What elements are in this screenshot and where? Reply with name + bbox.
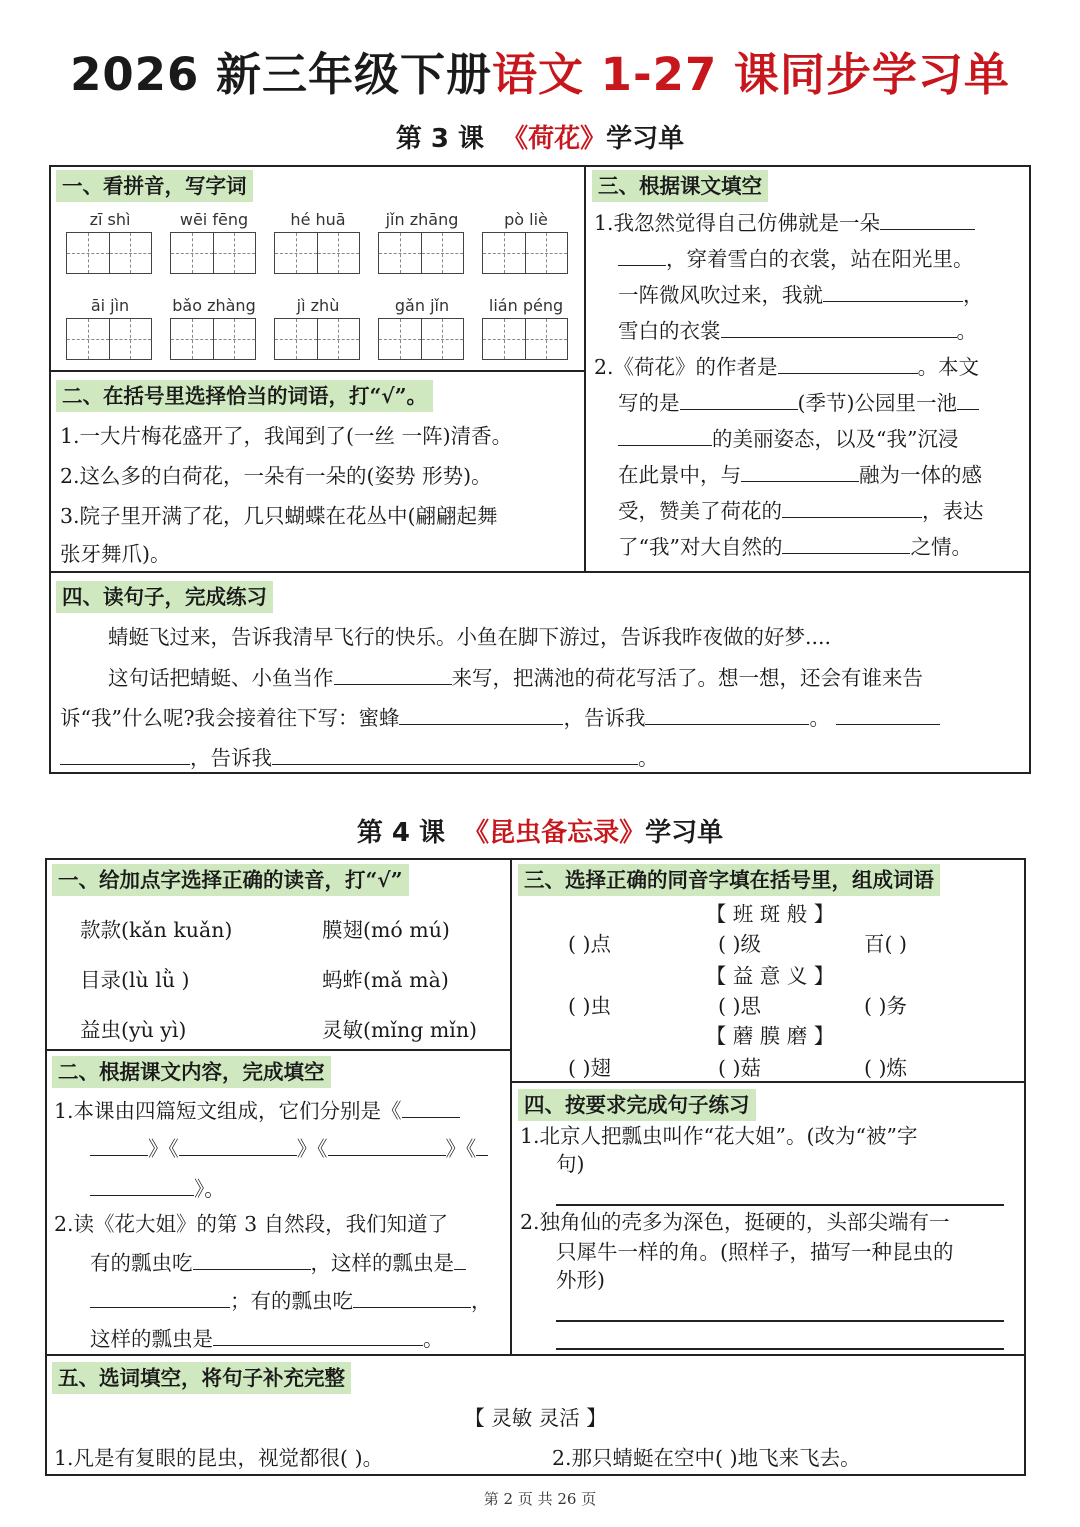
writing-grid[interactable] (378, 232, 464, 274)
l4-sec4-q2: 外形) (556, 1268, 605, 1292)
writing-grid[interactable] (274, 318, 360, 360)
pinyin-box (378, 208, 466, 274)
l4-sec5-q2: 2.那只蜻蜓在空中( )地飞来飞去。 (552, 1446, 861, 1470)
writing-grid[interactable] (378, 318, 464, 360)
answer-blank[interactable] (680, 388, 798, 410)
lesson3-prefix: 第 3 课 (395, 124, 485, 154)
lesson3-title (0, 118, 1080, 155)
answer-blank[interactable] (90, 1174, 194, 1196)
answer-blank[interactable] (645, 703, 809, 725)
l3-sec3-line: 1.我忽然觉得自己仿佛就是一朵 (594, 208, 975, 237)
writing-grid[interactable] (170, 232, 256, 274)
main-title (0, 38, 1080, 103)
reading-choice[interactable]: 蚂蚱(mǎ mà) (322, 968, 449, 992)
pinyin-label: lián péng (488, 296, 564, 315)
reading-choice[interactable]: 款款(kǎn kuǎn) (80, 918, 233, 942)
lesson3-name: 《荷花》 (502, 124, 607, 154)
pinyin-box (170, 208, 258, 274)
answer-line[interactable] (556, 1204, 1004, 1206)
answer-blank[interactable] (353, 1286, 471, 1308)
l3-sec4-line: ，告诉我 。 (60, 743, 659, 772)
main-title-black: 2026 新三年级下册 (70, 48, 492, 101)
l3-sec4-line: 诉“我”什么呢?我会接着往下写：蜜蜂 ，告诉我 。 (60, 703, 940, 732)
page-number: 第 2 页 共 26 页 (483, 1490, 597, 1508)
l3-sec4-title: 四、读句子，完成练习 (56, 581, 273, 613)
lesson3-vdivider (584, 165, 586, 572)
pinyin-label: pò liè (504, 210, 548, 229)
answer-blank[interactable] (193, 1248, 311, 1270)
fill-bracket[interactable]: ( )翅 (568, 1056, 612, 1080)
answer-blank[interactable] (272, 743, 638, 765)
answer-blank[interactable] (402, 1096, 460, 1118)
reading-choice[interactable]: 灵敏(mǐng mǐn) (322, 1018, 478, 1042)
l4-sec3-title: 三、选择正确的同音字填在括号里，组成词语 (518, 864, 940, 896)
answer-blank[interactable] (179, 1134, 297, 1156)
l4-sec4-q1: 1.北京人把瓢虫叫作“花大姐”。(改为“被”字 (520, 1124, 918, 1148)
pinyin-label: bǎo zhàng (172, 296, 256, 315)
fill-bracket[interactable]: ( )炼 (864, 1056, 908, 1080)
l3-sec3-line: 在此景中，与 融为一体的感 (618, 460, 982, 489)
l4-sec1-title: 一、给加点字选择正确的读音，打“√” (52, 864, 409, 896)
l4-sec2-line: 1.本课由四篇短文组成，它们分别是《 (54, 1096, 460, 1125)
lesson4-vdivider (510, 858, 512, 1356)
answer-blank[interactable] (90, 1134, 148, 1156)
answer-blank[interactable] (957, 388, 979, 410)
answer-blank[interactable] (476, 1134, 488, 1156)
lesson4-suffix: 学习单 (645, 818, 724, 848)
l3-sec2-title: 二、在括号里选择恰当的词语，打“√”。 (56, 380, 433, 412)
lesson4-hdivider-full (45, 1354, 1026, 1356)
l4-sec4-title: 四、按要求完成句子练习 (518, 1089, 756, 1121)
l4-sec5-title: 五、选词填空，将句子补充完整 (52, 1362, 351, 1394)
l4-sec2-line: 2.读《花大姐》的第 3 自然段，我们知道了 (54, 1212, 449, 1236)
answer-blank[interactable] (618, 424, 712, 446)
writing-grid[interactable] (482, 232, 568, 274)
char-group: 【 班 斑 般 】 (705, 902, 835, 926)
l3-sec3-line: 了“我”对大自然的 之情。 (618, 532, 972, 561)
l3-sec4-sentence: 蜻蜓飞过来，告诉我清早飞行的快乐。小鱼在脚下游过，告诉我昨夜做的好梦.... (108, 625, 832, 649)
pinyin-box (66, 208, 154, 274)
writing-grid[interactable] (66, 318, 152, 360)
pinyin-label: āi jìn (90, 296, 130, 315)
char-group: 【 蘑 膜 磨 】 (705, 1024, 835, 1048)
fill-bracket[interactable]: ( )菇 (718, 1056, 762, 1080)
lesson3-suffix: 学习单 (606, 124, 685, 154)
l4-sec2-line: 》。 (90, 1174, 225, 1203)
l4-sec2-line: 有的瓢虫吃 ，这样的瓢虫是 (90, 1248, 466, 1277)
l3-sec2-q3a: 3.院子里开满了花，几只蝴蝶在花丛中(翩翩起舞 (60, 504, 498, 528)
lesson3-hdivider-full (49, 571, 1031, 573)
pinyin-box (274, 294, 362, 360)
l3-sec3-line: ，穿着雪白的衣裳，站在阳光里。 (618, 244, 974, 273)
l3-sec3-title: 三、根据课文填空 (592, 170, 768, 202)
l3-sec3-line: 2.《荷花》的作者是 。本文 (594, 352, 979, 381)
answer-line[interactable] (556, 1320, 1004, 1322)
l3-sec1-title: 一、看拼音，写字词 (56, 170, 253, 202)
writing-grid[interactable] (66, 232, 152, 274)
l3-sec3-line: 一阵微风吹过来，我就 ， (618, 280, 984, 309)
answer-blank[interactable] (823, 280, 963, 302)
reading-choice[interactable]: 膜翅(mó mú) (322, 918, 450, 942)
fill-bracket[interactable]: ( )级 (718, 932, 762, 956)
answer-blank[interactable] (741, 460, 859, 482)
lesson4-prefix: 第 4 课 (356, 818, 446, 848)
l3-sec2-q3b: 张牙舞爪)。 (60, 542, 171, 566)
answer-blank[interactable] (782, 532, 910, 554)
pinyin-box (170, 294, 258, 360)
char-group: 【 益 意 义 】 (705, 964, 835, 988)
answer-blank[interactable] (334, 663, 452, 685)
fill-bracket[interactable]: 百( ) (864, 932, 908, 956)
l4-sec2-line: 》《 》《 》《 (90, 1134, 488, 1163)
answer-blank[interactable] (880, 208, 975, 230)
lesson4-name: 《昆虫备忘录》 (463, 818, 646, 848)
answer-blank[interactable] (328, 1134, 446, 1156)
l3-sec3-line: 写的是 (季节)公园里一池 (618, 388, 979, 417)
lesson4-title (0, 812, 1080, 849)
pinyin-box (482, 208, 570, 274)
lesson3-hdivider-left (49, 370, 586, 372)
answer-blank[interactable] (213, 1324, 423, 1346)
answer-line[interactable] (556, 1348, 1004, 1350)
l3-sec3-line: 的美丽姿态，以及“我”沉浸 (618, 424, 958, 453)
pinyin-box (66, 294, 154, 360)
pinyin-box (274, 208, 362, 274)
pinyin-box (482, 294, 570, 360)
writing-grid[interactable] (170, 318, 256, 360)
answer-blank[interactable] (454, 1248, 466, 1270)
l4-sec4-q1: 句) (556, 1152, 585, 1176)
fill-bracket[interactable]: ( )点 (568, 932, 612, 956)
l4-sec4-q2: 只犀牛一样的角。(照样子，描写一种昆虫的 (556, 1240, 954, 1264)
fill-bracket[interactable]: ( )思 (718, 994, 762, 1018)
answer-blank[interactable] (782, 496, 922, 518)
fill-bracket[interactable]: ( )虫 (568, 994, 612, 1018)
answer-blank[interactable] (721, 316, 957, 338)
answer-blank[interactable] (836, 703, 940, 725)
answer-blank[interactable] (60, 743, 190, 765)
l4-sec2-title: 二、根据课文内容，完成填空 (52, 1056, 331, 1088)
answer-blank[interactable] (618, 244, 666, 266)
fill-bracket[interactable]: ( )务 (864, 994, 908, 1018)
reading-choice[interactable]: 目录(lù lǜ ) (80, 968, 190, 992)
l3-sec2-q1: 1.一大片梅花盛开了，我闻到了(一丝 一阵)清香。 (60, 424, 513, 448)
writing-grid[interactable] (274, 232, 360, 274)
pinyin-label: wēi fēng (179, 210, 249, 229)
answer-blank[interactable] (399, 703, 563, 725)
pinyin-label: gǎn jǐn (394, 296, 450, 315)
l3-sec3-line: 受，赞美了荷花的 ，表达 (618, 496, 984, 525)
word-choices: 【 灵敏 灵活 】 (464, 1406, 607, 1430)
l4-sec2-line: 这样的瓢虫是 。 (90, 1324, 444, 1353)
l3-sec3-line: 雪白的衣裳 。 (618, 316, 977, 345)
l4-sec2-line: ；有的瓢虫吃 ， (90, 1286, 492, 1315)
pinyin-label: jì zhù (296, 296, 340, 315)
pinyin-label: jǐn zhāng (385, 210, 459, 229)
pinyin-label: hé huā (290, 210, 346, 229)
main-title-red: 语文 1-27 课同步学习单 (491, 48, 1010, 101)
pinyin-label: zī shì (89, 210, 131, 229)
answer-blank[interactable] (778, 352, 918, 374)
l4-sec5-q1: 1.凡是有复眼的昆虫，视觉都很( )。 (54, 1446, 384, 1470)
l3-sec2-q2: 2.这么多的白荷花，一朵有一朵的(姿势 形势)。 (60, 464, 492, 488)
reading-choice[interactable]: 益虫(yù yì) (80, 1018, 187, 1042)
pinyin-box (378, 294, 466, 360)
l4-sec4-q2: 2.独角仙的壳多为深色，挺硬的，头部尖端有一 (520, 1210, 950, 1234)
lesson4-hdivider-left (45, 1049, 512, 1051)
writing-grid[interactable] (482, 318, 568, 360)
l3-sec4-line: 这句话把蜻蜓、小鱼当作 来写，把满池的荷花写活了。想一想，还会有谁来告 (108, 663, 923, 692)
answer-blank[interactable] (90, 1286, 230, 1308)
